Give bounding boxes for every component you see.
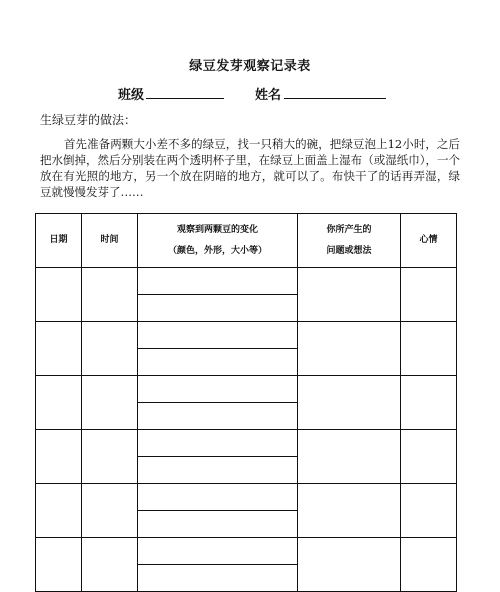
- change-cell[interactable]: [138, 268, 298, 295]
- change-cell[interactable]: [138, 511, 298, 538]
- time-cell[interactable]: [82, 322, 138, 376]
- question-cell[interactable]: [298, 268, 401, 322]
- table-row: [36, 484, 457, 511]
- change-cell[interactable]: [138, 295, 298, 322]
- date-cell[interactable]: [36, 322, 82, 376]
- header-change: [138, 214, 298, 268]
- date-cell[interactable]: [36, 538, 82, 592]
- table-row: [36, 538, 457, 565]
- method-paragraph: 首先准备两颗大小差不多的绿豆，找一只稍大的碗，把绿豆泡上12小时，之后把水倒掉，然后分别装在两个透明杯子里，在绿豆上面盖上湿布（或湿纸巾），一个放在有光照的地方，另一个放在阴暗的地方，就可以了。布快干了的话再弄湿，绿豆就慢慢发芽了……: [40, 137, 460, 199]
- header-date: 日期: [36, 214, 82, 268]
- mood-cell[interactable]: [401, 376, 457, 430]
- question-cell[interactable]: [298, 322, 401, 376]
- change-cell[interactable]: [138, 538, 298, 565]
- table-row: [36, 376, 457, 403]
- time-cell[interactable]: [82, 538, 138, 592]
- change-cell[interactable]: [138, 430, 298, 457]
- mood-cell[interactable]: [401, 322, 457, 376]
- class-label: 班级: [118, 88, 145, 103]
- page-title: 绿豆发芽观察记录表: [189, 59, 311, 74]
- table-row: [36, 430, 457, 457]
- time-cell[interactable]: [82, 430, 138, 484]
- time-cell[interactable]: [82, 484, 138, 538]
- mood-cell[interactable]: [401, 268, 457, 322]
- time-cell[interactable]: [82, 376, 138, 430]
- class-name-line: [0, 84, 500, 102]
- change-cell[interactable]: [138, 457, 298, 484]
- change-cell[interactable]: [138, 484, 298, 511]
- table-header-row: [36, 214, 457, 268]
- mood-cell[interactable]: [401, 538, 457, 592]
- header-mood: 心情: [401, 214, 457, 268]
- change-cell[interactable]: [138, 376, 298, 403]
- header-time: 时间: [82, 214, 138, 268]
- table-row: [36, 322, 457, 349]
- header-change-line1: 观察到两颗豆的变化: [176, 224, 258, 235]
- name-label: 姓名: [255, 88, 282, 103]
- time-cell[interactable]: [82, 268, 138, 322]
- method-heading: 生绿豆芽的做法：: [40, 113, 137, 127]
- header-change-line2: （颜色，外形，大小等）: [167, 245, 267, 256]
- date-cell[interactable]: [36, 484, 82, 538]
- class-blank[interactable]: [146, 98, 224, 99]
- header-question-line1: 你所产生的: [326, 224, 372, 235]
- date-cell[interactable]: [36, 376, 82, 430]
- observation-table: [35, 213, 457, 592]
- mood-cell[interactable]: [401, 430, 457, 484]
- question-cell[interactable]: [298, 538, 401, 592]
- question-cell[interactable]: [298, 376, 401, 430]
- change-cell[interactable]: [138, 322, 298, 349]
- mood-cell[interactable]: [401, 484, 457, 538]
- table-row: [36, 268, 457, 295]
- question-cell[interactable]: [298, 484, 401, 538]
- question-cell[interactable]: [298, 430, 401, 484]
- header-question-line2: 问题或想法: [326, 245, 372, 256]
- change-cell[interactable]: [138, 403, 298, 430]
- date-cell[interactable]: [36, 430, 82, 484]
- date-cell[interactable]: [36, 268, 82, 322]
- header-question: [298, 214, 401, 268]
- change-cell[interactable]: [138, 349, 298, 376]
- name-blank[interactable]: [284, 98, 386, 99]
- change-cell[interactable]: [138, 565, 298, 592]
